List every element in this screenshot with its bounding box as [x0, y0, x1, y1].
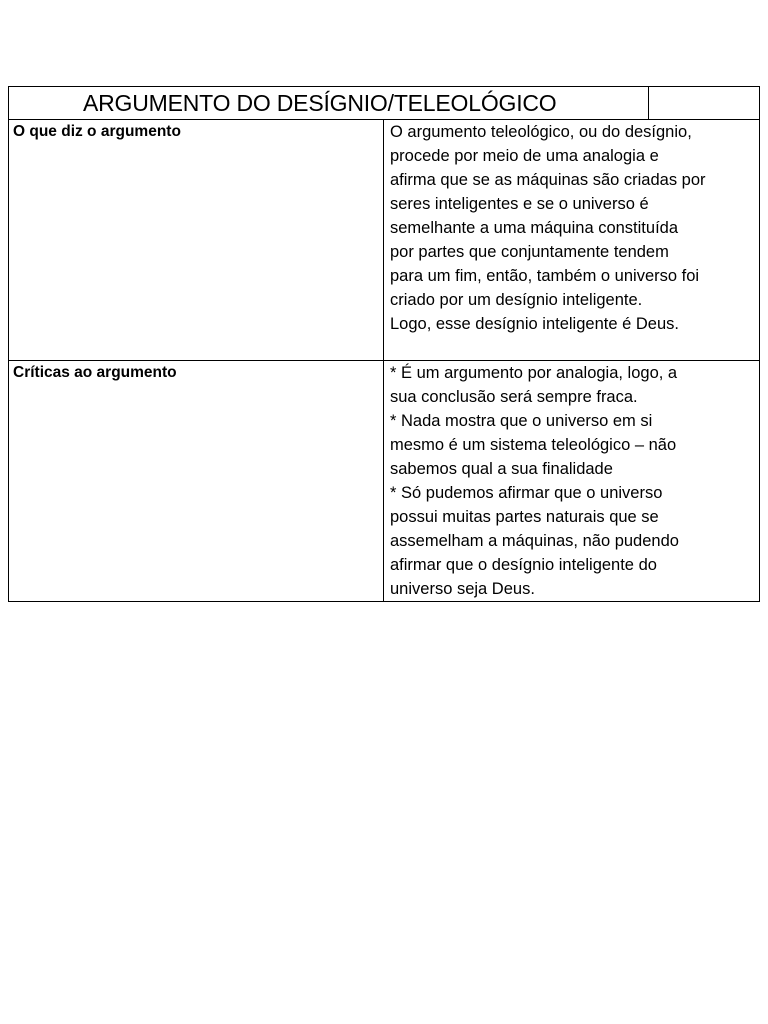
table-title-row — [9, 87, 760, 120]
content-line: seres inteligentes e se o universo é — [390, 195, 649, 213]
table-title-empty-cell — [649, 87, 760, 120]
content-line: * É um argumento por analogia, logo, a — [390, 364, 678, 382]
argument-table — [8, 86, 760, 602]
content-line: possui muitas partes naturais que se — [390, 508, 659, 526]
content-line: procede por meio de uma analogia e — [390, 147, 659, 165]
content-line: por partes que conjuntamente tendem — [390, 243, 669, 261]
row-content-criticisms — [384, 361, 760, 602]
table-title: ARGUMENTO DO DESÍGNIO/TELEOLÓGICO — [9, 87, 649, 120]
content-line: semelhante a uma máquina constituída — [390, 219, 679, 237]
content-line: universo seja Deus. — [390, 580, 535, 598]
table-row — [9, 361, 760, 602]
content-line: para um fim, então, também o universo foi — [390, 267, 700, 285]
content-line: criado por um desígnio inteligente. — [390, 291, 643, 309]
content-line: * Só pudemos afirmar que o universo — [390, 484, 663, 502]
content-line: * Nada mostra que o universo em si — [390, 412, 653, 430]
content-line: mesmo é um sistema teleológico – não — [390, 436, 677, 454]
content-line: afirma que se as máquinas são criadas por — [390, 171, 706, 189]
content-line: O argumento teleológico, ou do desígnio, — [390, 123, 692, 141]
content-line: afirmar que o desígnio inteligente do — [390, 556, 657, 574]
table-row — [9, 120, 760, 361]
content-line: assemelham a máquinas, não pudendo — [390, 532, 679, 550]
content-line: sua conclusão será sempre fraca. — [390, 388, 638, 406]
row-label-what-argument-says: O que diz o argumento — [9, 120, 384, 361]
content-line: sabemos qual a sua finalidade — [390, 460, 613, 478]
content-line: Logo, esse desígnio inteligente é Deus. — [390, 315, 679, 333]
row-label-criticisms: Críticas ao argumento — [9, 361, 384, 602]
row-content-what-argument-says — [384, 120, 760, 361]
